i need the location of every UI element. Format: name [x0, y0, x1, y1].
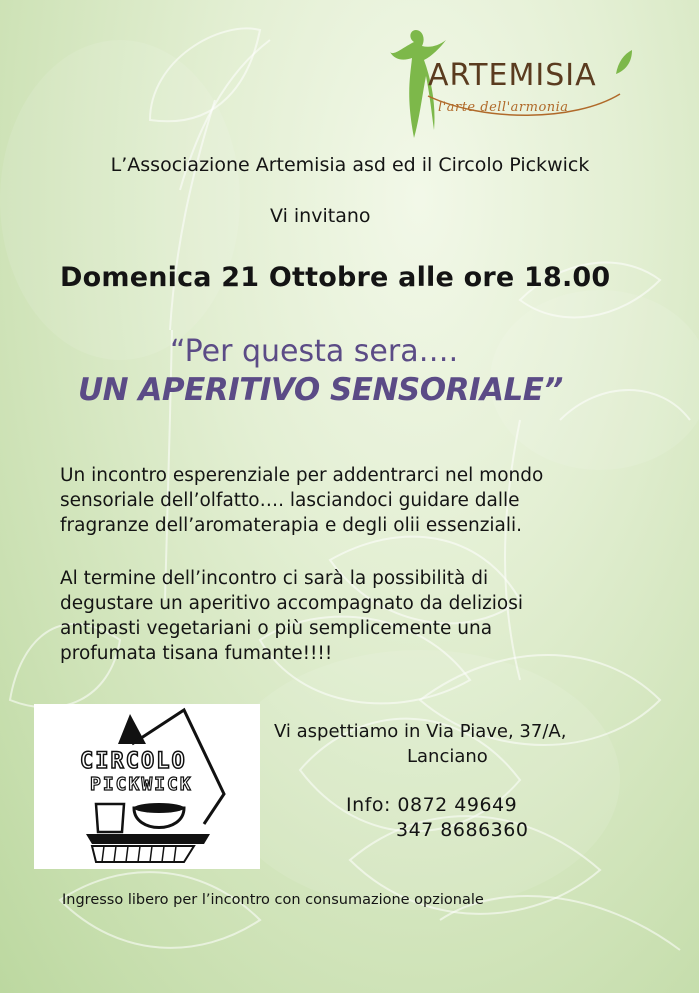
description-paragraph-2 — [60, 566, 660, 666]
description-paragraph-1 — [60, 463, 660, 538]
address-line1: Vi aspettiamo in Via Piave, 37/A, — [274, 721, 567, 742]
paragraph-line: profumata tisana fumante!!!! — [60, 643, 333, 664]
cups-and-lamp-icon — [34, 704, 260, 869]
logo-tagline: l'arte dell'armonia — [438, 100, 569, 115]
paragraph-line: antipasti vegetariani o più semplicemente una — [60, 618, 493, 639]
pickwick-line1: CIRCOLO — [80, 749, 187, 774]
address-city: Lanciano — [407, 746, 488, 767]
circolo-pickwick-logo — [34, 704, 260, 869]
artemisia-logo — [380, 24, 640, 144]
event-title-line2: UN APERITIVO SENSORIALE” — [78, 372, 563, 408]
leaf-icon — [612, 48, 636, 78]
pickwick-line2: PICKWICK — [90, 774, 193, 795]
logo-name: ARTEMISIA — [428, 58, 597, 93]
paragraph-line: sensoriale dell’olfatto…. lasciandoci guidare dalle — [60, 490, 520, 511]
event-date: Domenica 21 Ottobre alle ore 18.00 — [60, 262, 611, 293]
paragraph-line: Al termine dell’incontro ci sarà la possibilità di — [60, 568, 489, 589]
invite-text: Vi invitano — [270, 205, 371, 227]
paragraph-line: degustare un aperitivo accompagnato da deliziosi — [60, 593, 524, 614]
paragraph-line: fragranze dell’aromaterapia e degli olii essenziali. — [60, 515, 523, 536]
phone-secondary: 347 8686360 — [396, 819, 529, 841]
phone-primary: Info: 0872 49649 — [346, 794, 518, 816]
intro-text: L’Associazione Artemisia asd ed il Circolo Pickwick — [110, 154, 590, 176]
event-title-line1: “Per questa sera…. — [170, 334, 459, 369]
paragraph-line: Un incontro esperenziale per addentrarci nel mondo — [60, 465, 544, 486]
footer-note: Ingresso libero per l’incontro con consumazione opzionale — [62, 892, 484, 908]
